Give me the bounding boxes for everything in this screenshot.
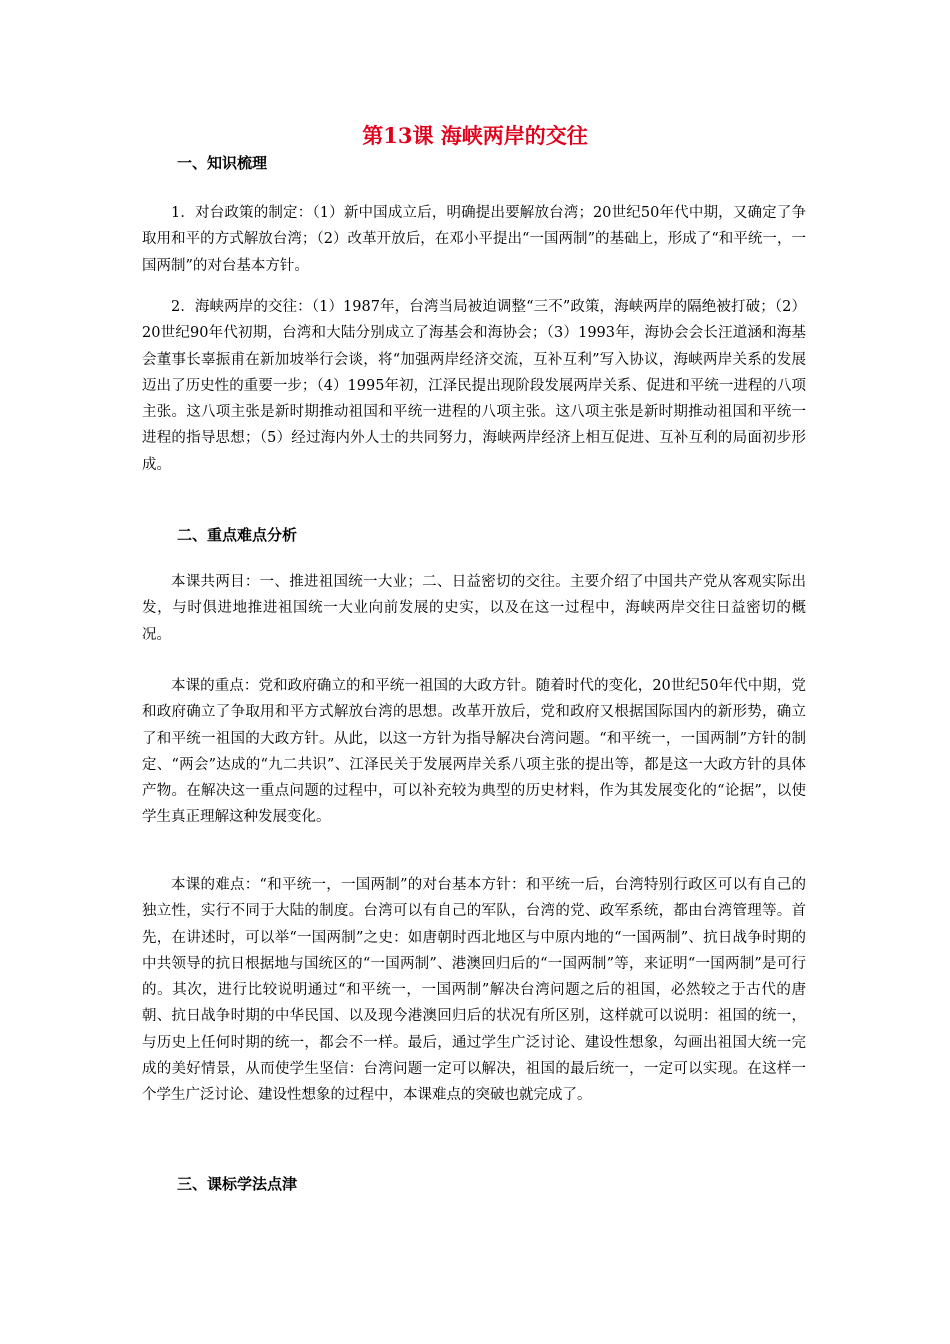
paragraph-policy-formulation: 1．对台政策的制定：（1）新中国成立后，明确提出要解放台湾；20世纪50年代中期，又确定了争取用和平的方式解放台湾；（2）改革开放后，在邓小平提出“一国两制”的基础上，形成了“和平统一，一国两制”的对台基本方针。 <box>142 205 806 274</box>
section-heading-key-points: 二、重点难点分析 <box>177 526 298 544</box>
paragraph-lesson-overview: 本课共两目：一、推进祖国统一大业；二、日益密切的交往。主要介绍了中国共产党从客观实际出发，与时俱进地推进祖国统一大业向前发展的史实，以及在这一过程中，海峡两岸交往日益密切的概况。 <box>142 574 806 643</box>
lesson-title: 第13课 海峡两岸的交往 <box>362 123 588 148</box>
paragraph-cross-strait-exchanges: 2．海峡两岸的交往：（1）1987年，台湾当局被迫调整“三不”政策，海峡两岸的隔绝被打破；（2）20世纪90年代初期，台湾和大陆分别成立了海基会和海协会；（3）1993年，海协会会长汪道涵和海基会董事长辜振甫在新加坡举行会谈，将“加强两岸经济交流，互补互利”写入协议，海峡两岸关系的发展迈出了历史性的重要一步；（4）1995年初，江泽民提出现阶段发展两岸关系、促进和平统一进程的八项主张。这八项主张是新时期推动祖国和平统一进程的八项主张。这八项主张是新时期推动祖国和平统一进程的指导思想；（5）经过海内外人士的共同努力，海峡两岸经济上相互促进、互补互利的局面初步形成。 <box>142 299 806 473</box>
section-heading-knowledge: 一、知识梳理 <box>177 154 268 172</box>
paragraph-lesson-focus: 本课的重点：党和政府确立的和平统一祖国的大政方针。随着时代的变化，20世纪50年代中期，党和政府确立了争取用和平方式解放台湾的思想。改革开放后，党和政府又根据国际国内的新形势，确立了和平统一祖国的大政方针。从此，以这一方针为指导解决台湾问题。“和平统一，一国两制”方针的制定、“两会”达成的“九二共识”、江泽民关于发展两岸关系八项主张的提出等，都是这一大政方针的具体产物。在解决这一重点问题的过程中，可以补充较为典型的历史材料，作为其发展变化的“论据”，以使学生真正理解这种发展变化。 <box>142 678 806 826</box>
section-heading-study-methods: 三、课标学法点津 <box>177 1175 298 1193</box>
paragraph-lesson-difficulty: 本课的难点：“和平统一，一国两制”的对台基本方针：和平统一后，台湾特别行政区可以有自己的独立性，实行不同于大陆的制度。台湾可以有自己的军队，台湾的党、政军系统，都由台湾管理等。首先，在讲述时，可以举“一国两制”之史：如唐朝时西北地区与中原内地的“一国两制”、抗日战争时期的中共领导的抗日根据地与国统区的“一国两制”、港澳回归后的“一国两制”等，来证明“一国两制”是可行的。其次，进行比较说明通过“和平统一，一国两制”解决台湾问题之后的祖国，必然较之于古代的唐朝、抗日战争时期的中华民国、以及现今港澳回归后的状况有所区别，这样就可以说明：祖国的统一，与历史上任何时期的统一，都会不一样。最后，通过学生广泛讨论、建设性想象，勾画出祖国大统一完成的美好情景，从而使学生坚信：台湾问题一定可以解决，祖国的最后统一，一定可以实现。在这样一个学生广泛讨论、建设性想象的过程中，本课难点的突破也就完成了。 <box>142 877 806 1104</box>
